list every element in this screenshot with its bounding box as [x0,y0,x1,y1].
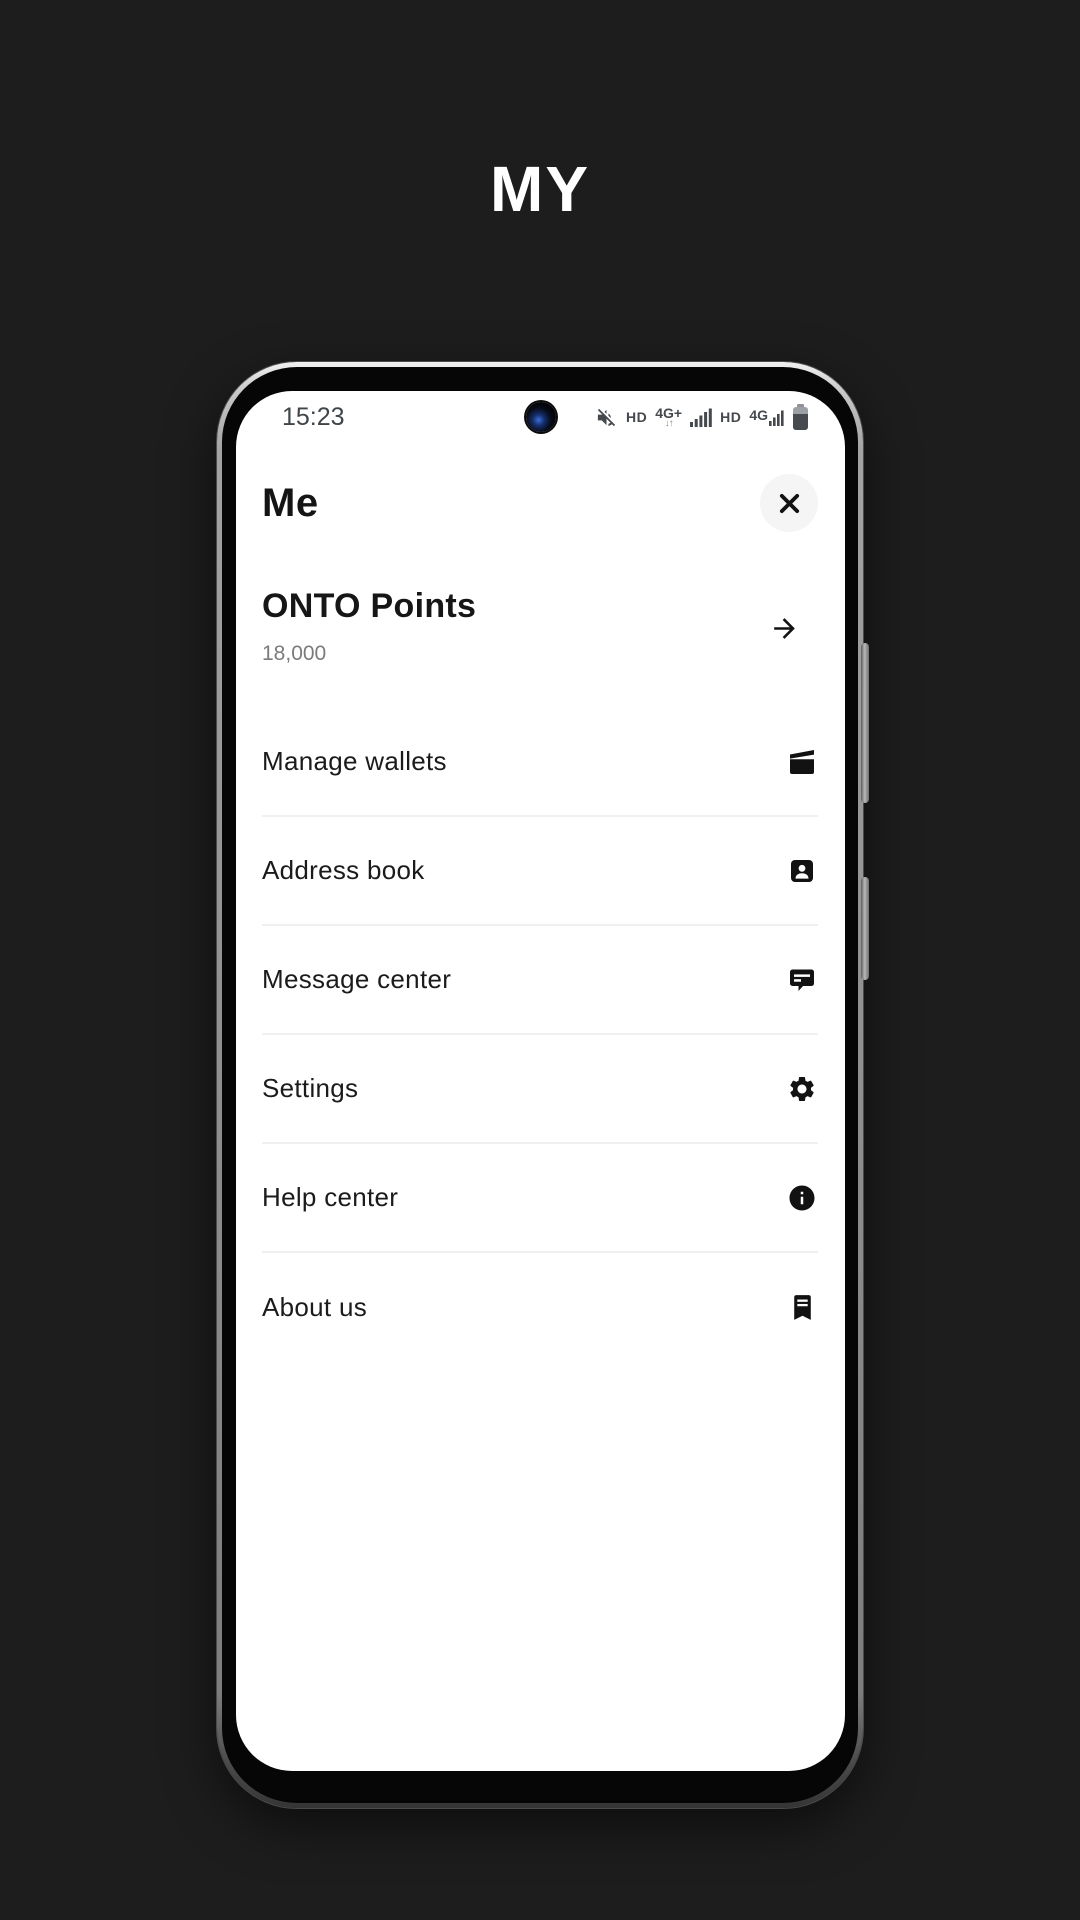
updown-arrows-icon: ↓↑ [664,417,673,429]
arrow-right-icon [769,613,800,649]
phone-frame [217,362,863,1808]
hd-badge-2: HD [720,409,742,425]
close-button[interactable] [760,474,818,532]
status-icons [595,404,809,431]
gear-icon [786,1074,818,1104]
status-bar [236,391,845,443]
signal-bars-icon [690,408,712,427]
menu-label: Settings [262,1073,359,1103]
page-heading-me: Me [262,480,319,525]
page-title: MY [490,153,590,225]
status-time: 15:23 [282,402,345,431]
menu-label: Address book [262,855,425,885]
menu-list [262,708,818,1362]
onto-points-row[interactable] [262,587,818,666]
network-4g-plus-badge: 4G+ ↓↑ [655,404,683,429]
message-icon [786,965,818,995]
battery-icon [792,404,809,431]
menu-label: Manage wallets [262,746,447,776]
menu-label: Message center [262,964,452,994]
camera-punch-hole-icon [526,402,556,432]
menu-item-about-us[interactable] [262,1253,818,1362]
wallet-icon [786,747,818,777]
phone-bezel [222,367,858,1803]
phone-screen [236,391,845,1771]
menu-item-help-center[interactable] [262,1144,818,1253]
contact-icon [786,857,818,885]
menu-label: About us [262,1292,368,1322]
onto-points-value: 18,000 [262,642,327,665]
menu-item-address-book[interactable] [262,817,818,926]
bookmark-icon [786,1293,818,1322]
onto-points-title: ONTO Points [262,587,477,625]
mute-icon [595,406,618,429]
menu-item-manage-wallets[interactable] [262,708,818,817]
volume-button [861,643,869,803]
power-button [861,877,869,980]
menu-item-message-center[interactable] [262,926,818,1035]
network-4g-badge: 4G [749,409,784,426]
me-header [262,469,818,537]
close-icon [776,490,803,517]
info-icon [786,1183,818,1213]
menu-item-settings[interactable] [262,1035,818,1144]
menu-label: Help center [262,1182,399,1212]
hd-badge: HD [625,409,648,425]
signal-bars-small-icon [769,409,784,426]
